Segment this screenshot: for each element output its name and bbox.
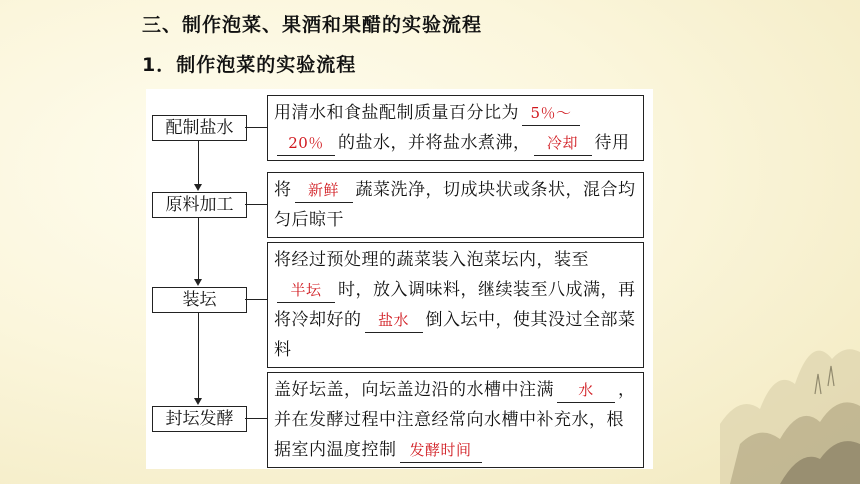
desc-text: 将经过预处理的蔬菜装入泡菜坛内，装至 [274,250,589,270]
desc-text: 倒入坛中，使其没过全部菜料 [274,310,636,360]
answer-blank: 半坛 [277,278,335,303]
desc-text: 时，放入调味料，继续装至八成满，再将冷却好的 [274,280,636,330]
arrow-down-icon [194,279,202,286]
desc-text: 的盐水，并将盐水煮沸， [338,133,531,153]
desc-text: 将 [274,180,292,200]
step-seal-ferment: 封坛发酵 [152,406,247,432]
connector-line [245,418,267,419]
step-fill-jar: 装坛 [152,287,247,313]
answer-blank: 水 [557,378,615,403]
arrow-down-icon [194,184,202,191]
desc-prepare-brine [267,95,644,161]
step-prepare-brine: 配制盐水 [152,115,247,141]
desc-text: 蔬菜洗净，切成块状或条状，混合均匀后晾干 [274,180,636,230]
answer-blank: 5％～ [522,101,580,126]
desc-text: 待用 [594,133,630,153]
answer-blank: 盐水 [365,308,423,333]
subsection-heading: 1．制作泡菜的实验流程 [142,54,357,76]
connector-line [245,127,267,128]
answer-blank: 新鲜 [295,178,353,203]
answer-blank: 发酵时间 [400,438,482,463]
desc-seal-ferment [267,372,644,468]
flow-line [198,141,199,184]
landscape-decoration [720,274,860,484]
desc-text: 盖好坛盖，向坛盖边沿的水槽中注满 [274,380,554,400]
desc-fill-jar [267,242,644,368]
flowchart [146,89,653,469]
step-process-ingredients: 原料加工 [152,192,247,218]
answer-blank: 20％ [277,131,335,156]
desc-text: 用清水和食盐配制质量百分比为 [274,103,519,123]
section-heading: 三、制作泡菜、果酒和果醋的实验流程 [142,14,483,36]
flow-line [198,218,199,279]
answer-blank: 冷却 [534,131,592,156]
desc-text: ，并在发酵过程中注意经常向水槽中补充水，根据室内温度控制 [274,380,636,460]
connector-line [245,299,267,300]
arrow-down-icon [194,398,202,405]
connector-line [245,204,267,205]
flow-line [198,313,199,398]
desc-process-ingredients [267,172,644,238]
